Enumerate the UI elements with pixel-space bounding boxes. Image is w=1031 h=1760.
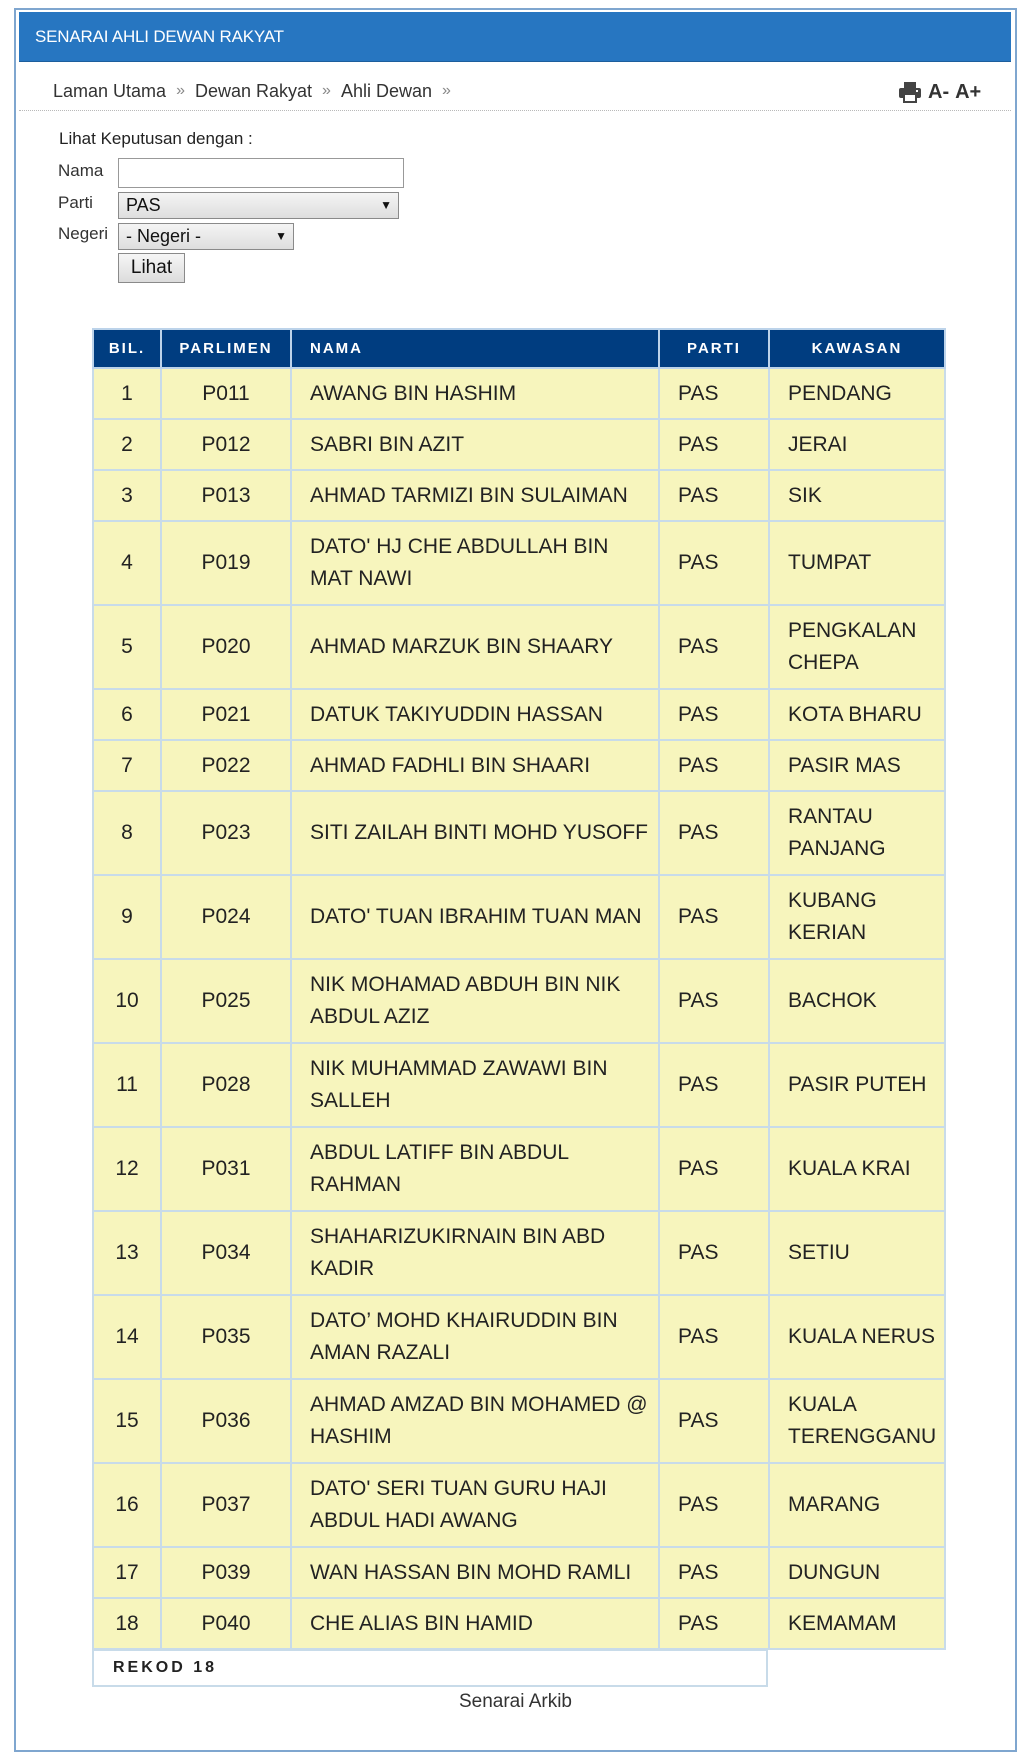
cell-nama: CHE ALIAS BIN HAMID [291,1598,659,1649]
cell-nama: DATO' TUAN IBRAHIM TUAN MAN [291,875,659,959]
table-row [93,1211,945,1295]
cell-parlimen: P020 [161,605,291,689]
breadcrumb-separator: » [322,82,331,99]
cell-parti: PAS [659,1127,769,1211]
cell-parti: PAS [659,1295,769,1379]
decrease-font-button[interactable]: A- [928,80,950,103]
table-row [93,1295,945,1379]
cell-kawasan: DUNGUN [769,1547,945,1598]
cell-kawasan: PENGKALAN CHEPA [769,605,945,689]
cell-parti: PAS [659,419,769,470]
breadcrumb-dewan-rakyat[interactable]: Dewan Rakyat [194,80,313,101]
cell-parti: PAS [659,1211,769,1295]
cell-kawasan: RANTAU PANJANG [769,791,945,875]
cell-parlimen: P022 [161,740,291,791]
breadcrumb-home[interactable]: Laman Utama [53,80,167,101]
table-row [93,419,945,470]
nama-label: Nama [58,161,104,180]
cell-kawasan: KUALA NERUS [769,1295,945,1379]
table-row [93,470,945,521]
table-row [93,740,945,791]
cell-parlimen: P028 [161,1043,291,1127]
table-row [93,1127,945,1211]
cell-bil: 11 [93,1043,161,1127]
cell-parlimen: P039 [161,1547,291,1598]
parti-label: Parti [58,193,93,212]
cell-bil: 6 [93,689,161,740]
cell-kawasan: KUALA KRAI [769,1127,945,1211]
table-row [93,368,945,419]
cell-nama: DATO’ MOHD KHAIRUDDIN BIN AMAN RAZALI [291,1295,659,1379]
cell-parlimen: P025 [161,959,291,1043]
table-row [93,791,945,875]
cell-bil: 16 [93,1463,161,1547]
record-count-box [92,1649,768,1687]
breadcrumb-separator: » [176,82,185,99]
cell-nama: AHMAD AMZAD BIN MOHAMED @ HASHIM [291,1379,659,1463]
table-row [93,521,945,605]
table-row [93,1463,945,1547]
cell-parlimen: P037 [161,1463,291,1547]
cell-kawasan: KEMAMAM [769,1598,945,1649]
cell-kawasan: TUMPAT [769,521,945,605]
cell-parlimen: P021 [161,689,291,740]
negeri-label: Negeri [58,224,109,243]
cell-parti: PAS [659,1547,769,1598]
table-row [93,605,945,689]
filter-heading: Lihat Keputusan dengan : [59,129,253,148]
cell-parti: PAS [659,791,769,875]
column-header-parlimen: PARLIMEN [161,329,291,368]
cell-kawasan: MARANG [769,1463,945,1547]
breadcrumb-ahli-dewan[interactable]: Ahli Dewan [340,80,432,101]
increase-font-button[interactable]: A+ [955,80,982,103]
parti-selected-value: PAS [126,195,161,215]
column-header-bil: BIL. [93,329,161,368]
breadcrumb-separator: » [441,82,451,99]
cell-bil: 1 [93,368,161,419]
cell-nama: DATUK TAKIYUDDIN HASSAN [291,689,659,740]
cell-parti: PAS [659,1463,769,1547]
page-tools [898,78,981,106]
parti-select[interactable] [118,192,399,219]
cell-parti: PAS [659,368,769,419]
cell-parti: PAS [659,959,769,1043]
nama-input[interactable] [118,158,404,188]
table-header-row [93,329,945,368]
column-header-kawasan: KAWASAN [769,329,945,368]
cell-parti: PAS [659,605,769,689]
table-row [93,689,945,740]
cell-nama: SITI ZAILAH BINTI MOHD YUSOFF [291,791,659,875]
cell-parti: PAS [659,470,769,521]
cell-nama: WAN HASSAN BIN MOHD RAMLI [291,1547,659,1598]
cell-parlimen: P023 [161,791,291,875]
cell-bil: 3 [93,470,161,521]
column-header-parti: PARTI [659,329,769,368]
title-bar [19,12,1011,62]
cell-nama: AHMAD MARZUK BIN SHAARY [291,605,659,689]
page-title: SENARAI AHLI DEWAN RAKYAT [35,27,284,46]
cell-parlimen: P031 [161,1127,291,1211]
cell-parti: PAS [659,689,769,740]
cell-bil: 2 [93,419,161,470]
cell-parlimen: P013 [161,470,291,521]
cell-parlimen: P024 [161,875,291,959]
cell-nama: AHMAD FADHLI BIN SHAARI [291,740,659,791]
cell-bil: 18 [93,1598,161,1649]
cell-nama: ABDUL LATIFF BIN ABDUL RAHMAN [291,1127,659,1211]
cell-nama: SHAHARIZUKIRNAIN BIN ABD KADIR [291,1211,659,1295]
cell-bil: 9 [93,875,161,959]
table-row [93,1043,945,1127]
cell-kawasan: PENDANG [769,368,945,419]
negeri-selected-value: - Negeri - [126,226,202,246]
cell-kawasan: SETIU [769,1211,945,1295]
cell-nama: SABRI BIN AZIT [291,419,659,470]
cell-parlimen: P011 [161,368,291,419]
cell-parti: PAS [659,875,769,959]
cell-nama: AWANG BIN HASHIM [291,368,659,419]
cell-parlimen: P040 [161,1598,291,1649]
column-header-nama: NAMA [291,329,659,368]
cell-bil: 12 [93,1127,161,1211]
divider [19,110,1011,111]
cell-bil: 13 [93,1211,161,1295]
cell-bil: 17 [93,1547,161,1598]
members-table [92,328,946,1650]
cell-parti: PAS [659,521,769,605]
cell-parlimen: P036 [161,1379,291,1463]
negeri-select[interactable] [118,223,294,250]
cell-bil: 15 [93,1379,161,1463]
cell-nama: AHMAD TARMIZI BIN SULAIMAN [291,470,659,521]
cell-kawasan: BACHOK [769,959,945,1043]
cell-bil: 4 [93,521,161,605]
cell-nama: DATO' SERI TUAN GURU HAJI ABDUL HADI AWANG [291,1463,659,1547]
cell-parlimen: P019 [161,521,291,605]
cell-bil: 10 [93,959,161,1043]
cell-nama: DATO' HJ CHE ABDULLAH BIN MAT NAWI [291,521,659,605]
cell-parlimen: P035 [161,1295,291,1379]
cell-kawasan: JERAI [769,419,945,470]
cell-kawasan: SIK [769,470,945,521]
table-row [93,959,945,1043]
archive-link[interactable]: Senarai Arkib [458,1691,572,1712]
table-row [93,875,945,959]
cell-parlimen: P012 [161,419,291,470]
cell-parti: PAS [659,740,769,791]
record-count: REKOD 18 [113,1659,218,1676]
lihat-button[interactable]: Lihat [118,253,185,283]
cell-bil: 14 [93,1295,161,1379]
cell-parlimen: P034 [161,1211,291,1295]
cell-bil: 7 [93,740,161,791]
cell-kawasan: PASIR MAS [769,740,945,791]
table-row [93,1598,945,1649]
cell-parti: PAS [659,1043,769,1127]
cell-parti: PAS [659,1598,769,1649]
cell-kawasan: KOTA BHARU [769,689,945,740]
dropdown-arrow-icon: ▼ [380,198,392,212]
cell-nama: NIK MUHAMMAD ZAWAWI BIN SALLEH [291,1043,659,1127]
cell-nama: NIK MOHAMAD ABDUH BIN NIK ABDUL AZIZ [291,959,659,1043]
cell-kawasan: KUALA TERENGGANU [769,1379,945,1463]
cell-bil: 5 [93,605,161,689]
cell-kawasan: PASIR PUTEH [769,1043,945,1127]
cell-parti: PAS [659,1379,769,1463]
cell-bil: 8 [93,791,161,875]
table-row [93,1547,945,1598]
printer-icon[interactable] [898,81,922,103]
dropdown-arrow-icon: ▼ [275,229,287,243]
table-row [93,1379,945,1463]
breadcrumb [53,76,461,106]
cell-kawasan: KUBANG KERIAN [769,875,945,959]
